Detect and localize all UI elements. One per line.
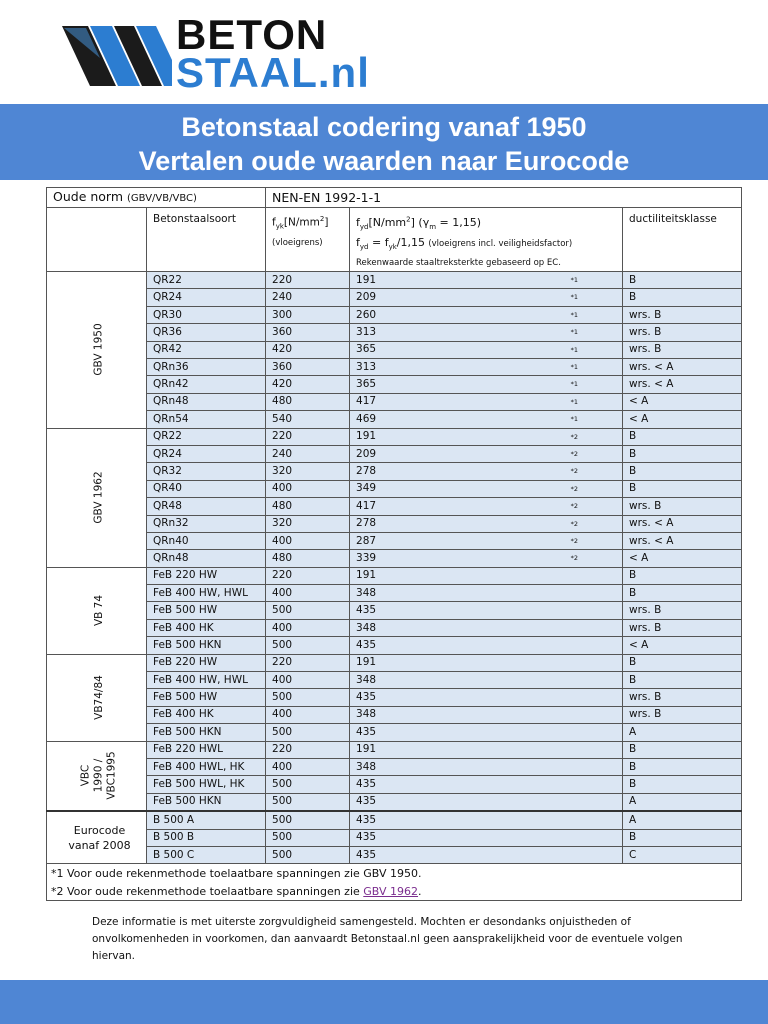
- cell-ductility: wrs. B: [623, 306, 742, 323]
- cell-fyd: 435: [350, 811, 623, 829]
- table-row: [47, 567, 742, 584]
- group-label: [47, 272, 147, 429]
- cell-ductility: B: [623, 585, 742, 602]
- cell-fyd-value: 313: [356, 325, 377, 338]
- col-header-fyk: $f_{yk}[N/mm^2]$ (vloeigrens): [266, 208, 350, 272]
- table-row-eurocode: [47, 846, 742, 863]
- cell-fyd-value: 365: [356, 378, 377, 391]
- group-label-text: GBV 1950: [92, 323, 105, 376]
- cell-soort: QR22: [147, 272, 266, 289]
- cell-ductility: B: [623, 428, 742, 445]
- cell-fyd-value: 365: [356, 343, 377, 356]
- cell-ductility: B: [623, 654, 742, 671]
- logo[interactable]: [60, 11, 400, 96]
- cell-soort: QR24: [147, 289, 266, 306]
- footnote-2-end: .: [418, 884, 422, 898]
- logo-text-staal: STAAL.nl: [176, 49, 370, 96]
- table-row: [47, 654, 742, 671]
- table-header-row: [47, 188, 742, 208]
- cell-ductility: wrs. B: [623, 619, 742, 636]
- footnote-mark: *1: [570, 293, 579, 302]
- cell-fyd: [350, 515, 623, 532]
- group-label-line: VBC1995: [105, 751, 118, 800]
- cell-fyd: [350, 393, 623, 410]
- cell-fyd: [350, 306, 623, 323]
- cell-fyd: [350, 358, 623, 375]
- table-row: [47, 324, 742, 341]
- cell-ductility: wrs. B: [623, 498, 742, 515]
- cell-fyk: 220: [266, 741, 350, 758]
- cell-fyd-value: 469: [356, 412, 377, 425]
- cell-fyk: 420: [266, 341, 350, 358]
- group-label-text: [80, 751, 119, 799]
- cell-fyk: 240: [266, 445, 350, 462]
- cell-soort: FeB 400 HW, HWL: [147, 585, 266, 602]
- cell-soort: FeB 220 HW: [147, 654, 266, 671]
- table-row-eurocode: [47, 829, 742, 846]
- old-norm-header: Oude norm (GBV/VB/VBC): [47, 188, 266, 208]
- cell-soort: FeB 220 HW: [147, 567, 266, 584]
- cell-soort: QR24: [147, 445, 266, 462]
- cell-fyd-value: 191: [356, 569, 377, 582]
- cell-fyk: 400: [266, 480, 350, 497]
- group-label-text: VB 74: [93, 595, 105, 627]
- cell-fyd: [350, 637, 623, 654]
- cell-fyd-value: 339: [356, 551, 377, 564]
- cell-fyd-value: 417: [356, 499, 377, 512]
- cell-soort: QR22: [147, 428, 266, 445]
- cell-fyk: 400: [266, 706, 350, 723]
- cell-soort: FeB 500 HKN: [147, 637, 266, 654]
- table-row-eurocode: [47, 811, 742, 829]
- cell-fyd: [350, 689, 623, 706]
- cell-fyd: [350, 567, 623, 584]
- cell-fyd: [350, 498, 623, 515]
- cell-fyd: [350, 706, 623, 723]
- group-label-line: 1990 /: [92, 758, 105, 793]
- table-row: [47, 741, 742, 758]
- cell-fyk: 400: [266, 672, 350, 689]
- cell-fyk: 220: [266, 272, 350, 289]
- cell-fyd-value: 348: [356, 708, 377, 721]
- footnote-mark: *1: [570, 345, 579, 354]
- cell-fyk: 420: [266, 376, 350, 393]
- cell-soort: FeB 500 HKN: [147, 724, 266, 741]
- cell-ductility: wrs. B: [623, 706, 742, 723]
- cell-ductility: B: [623, 758, 742, 775]
- table-row: [47, 376, 742, 393]
- cell-fyk: 500: [266, 846, 350, 863]
- cell-fyd-value: 191: [356, 430, 377, 443]
- cell-fyk: 400: [266, 758, 350, 775]
- cell-fyd: [350, 724, 623, 741]
- cell-fyk: 220: [266, 428, 350, 445]
- cell-fyd-value: 278: [356, 517, 377, 530]
- table-row: [47, 689, 742, 706]
- cell-ductility: B: [623, 480, 742, 497]
- cell-fyk: 500: [266, 602, 350, 619]
- footnote-mark: *2: [570, 484, 579, 493]
- col-header-ductility: ductiliteitsklasse: [623, 208, 742, 272]
- cell-fyd: [350, 550, 623, 567]
- footnote-2-text: *2 Voor oude rekenmethode toelaatbare spanningen zie: [51, 884, 364, 898]
- cell-fyd: [350, 428, 623, 445]
- footnote-mark: *2: [570, 519, 579, 528]
- cell-soort: FeB 500 HWL, HK: [147, 776, 266, 793]
- cell-fyd-value: 348: [356, 760, 377, 773]
- cell-fyk: 500: [266, 689, 350, 706]
- cell-fyd: [350, 272, 623, 289]
- disclaimer-text: Deze informatie is met uiterste zorgvuldigheid samengesteld. Mochten er desondanks onjuistheden of onvolkomenheden in voorkomen, dan aanvaardt Betonstaal.nl geen aansprakelijkheid voor de eventuele volgen hiervan.: [92, 916, 683, 962]
- table-row: [47, 515, 742, 532]
- eurocode-label-line1: Eurocode: [73, 823, 126, 837]
- table-row: [47, 793, 742, 811]
- cell-ductility: B: [623, 463, 742, 480]
- cell-fyk: 360: [266, 324, 350, 341]
- cell-ductility: B: [623, 672, 742, 689]
- cell-fyk: 300: [266, 306, 350, 323]
- steel-coding-table: [46, 187, 742, 901]
- cell-fyd-value: 435: [356, 778, 377, 791]
- table-row: [47, 272, 742, 289]
- footnote-mark: *2: [570, 502, 579, 511]
- cell-ductility: < A: [623, 637, 742, 654]
- footnote-mark: *1: [570, 310, 579, 319]
- cell-fyk: 500: [266, 637, 350, 654]
- logo-text-beton: BETON: [176, 11, 328, 58]
- cell-fyk: 480: [266, 498, 350, 515]
- cell-fyd: [350, 532, 623, 549]
- title-banner: [0, 104, 768, 180]
- gbv-1962-link[interactable]: GBV 1962: [363, 884, 419, 898]
- eurocode-label-line2: vanaf 2008: [68, 838, 131, 852]
- cell-fyk: 320: [266, 463, 350, 480]
- col-header-soort: Betonstaalsoort: [147, 208, 266, 272]
- cell-fyd: [350, 602, 623, 619]
- footnote-mark: *1: [570, 415, 579, 424]
- cell-soort: QRn42: [147, 376, 266, 393]
- cell-fyd-value: 348: [356, 586, 377, 599]
- cell-fyk: 500: [266, 829, 350, 846]
- table-row: [47, 306, 742, 323]
- table-row: [47, 358, 742, 375]
- cell-fyk: 500: [266, 811, 350, 829]
- cell-fyd-value: 278: [356, 465, 377, 478]
- cell-fyd: [350, 793, 623, 811]
- cell-fyk: 360: [266, 358, 350, 375]
- cell-soort: FeB 400 HK: [147, 706, 266, 723]
- cell-fyd-value: 287: [356, 534, 377, 547]
- cell-fyk: 480: [266, 550, 350, 567]
- footnote-mark: *2: [570, 536, 579, 545]
- footnote-2: [47, 882, 742, 901]
- cell-soort: FeB 500 HKN: [147, 793, 266, 811]
- cell-fyd: [350, 585, 623, 602]
- table-row: [47, 585, 742, 602]
- cell-fyk: 400: [266, 532, 350, 549]
- cell-ductility: B: [623, 445, 742, 462]
- cell-ductility: wrs. B: [623, 341, 742, 358]
- cell-fyd-value: 191: [356, 743, 377, 756]
- cell-ductility: A: [623, 793, 742, 811]
- cell-fyk: 480: [266, 393, 350, 410]
- cell-ductility: wrs. B: [623, 602, 742, 619]
- cell-ductility: wrs. < A: [623, 515, 742, 532]
- cell-soort: QR36: [147, 324, 266, 341]
- cell-ductility: A: [623, 811, 742, 829]
- cell-fyd-value: 191: [356, 656, 377, 669]
- col-header-fyd: $f_{yd}[N/mm^2] (\gamma_m = 1,15)$ $f_{yd} = f_{yk}/1,15$ (vloeigrens incl. veiligheidsfactor) Rekenwaarde staaltreksterkte gebaseerd op EC.: [350, 208, 623, 272]
- cell-fyk: 500: [266, 724, 350, 741]
- cell-ductility: wrs. B: [623, 689, 742, 706]
- table-row: [47, 289, 742, 306]
- cell-ductility: A: [623, 724, 742, 741]
- cell-ductility: wrs. < A: [623, 358, 742, 375]
- group-label-eurocode: [47, 811, 147, 864]
- table-row: [47, 532, 742, 549]
- footer-bar: [0, 980, 768, 1024]
- cell-fyd-value: 349: [356, 482, 377, 495]
- cell-fyk: 500: [266, 776, 350, 793]
- table-row: [47, 619, 742, 636]
- cell-fyd-value: 435: [356, 638, 377, 651]
- cell-fyd: 435: [350, 846, 623, 863]
- footnote-1: *1 Voor oude rekenmethode toelaatbare spanningen zie GBV 1950.: [47, 864, 742, 883]
- cell-soort: QRn48: [147, 393, 266, 410]
- cell-fyd-value: 209: [356, 447, 377, 460]
- footnote-mark: *2: [570, 467, 579, 476]
- table-row: [47, 706, 742, 723]
- cell-soort: FeB 400 HWL, HK: [147, 758, 266, 775]
- cell-soort: QR40: [147, 480, 266, 497]
- table-row: [47, 550, 742, 567]
- cell-fyd-value: 209: [356, 291, 377, 304]
- footnote-row-2: [47, 882, 742, 901]
- cell-fyd-value: 417: [356, 395, 377, 408]
- cell-fyk: 320: [266, 515, 350, 532]
- cell-soort: B 500 A: [147, 811, 266, 829]
- cell-ductility: wrs. < A: [623, 532, 742, 549]
- cell-ductility: B: [623, 272, 742, 289]
- group-label-text: GBV 1962: [92, 471, 105, 524]
- cell-ductility: < A: [623, 550, 742, 567]
- cell-soort: FeB 400 HK: [147, 619, 266, 636]
- table-row: [47, 411, 742, 428]
- table-row: [47, 758, 742, 775]
- cell-fyd-value: 435: [356, 725, 377, 738]
- table-row: [47, 776, 742, 793]
- cell-fyd-value: 191: [356, 273, 377, 286]
- table-row: [47, 637, 742, 654]
- table-row: [47, 480, 742, 497]
- cell-fyd: [350, 463, 623, 480]
- footnote-mark: *1: [570, 397, 579, 406]
- cell-soort: QR32: [147, 463, 266, 480]
- cell-fyd: [350, 341, 623, 358]
- table-row: [47, 428, 742, 445]
- cell-fyd: [350, 672, 623, 689]
- cell-fyk: 400: [266, 619, 350, 636]
- table-row: [47, 341, 742, 358]
- cell-ductility: < A: [623, 393, 742, 410]
- cell-fyk: 220: [266, 567, 350, 584]
- group-label: [47, 428, 147, 567]
- footnote-mark: *1: [570, 276, 579, 285]
- table-row: [47, 498, 742, 515]
- group-header-empty: [47, 208, 147, 272]
- cell-soort: QRn40: [147, 532, 266, 549]
- cell-soort: QRn36: [147, 358, 266, 375]
- cell-soort: FeB 500 HW: [147, 689, 266, 706]
- cell-fyd: [350, 324, 623, 341]
- page-title: Betonstaal codering vanaf 1950: [181, 112, 587, 142]
- cell-soort: QRn48: [147, 550, 266, 567]
- table-row: [47, 672, 742, 689]
- cell-ductility: B: [623, 289, 742, 306]
- group-label-text: VB74/84: [93, 675, 105, 720]
- column-header-row: [47, 208, 742, 272]
- cell-fyd-value: 435: [356, 604, 377, 617]
- cell-fyd: [350, 480, 623, 497]
- cell-fyd: [350, 654, 623, 671]
- group-label-line: VBC: [79, 764, 92, 787]
- cell-soort: FeB 500 HW: [147, 602, 266, 619]
- cell-soort: QRn54: [147, 411, 266, 428]
- cell-fyd-value: 348: [356, 621, 377, 634]
- cell-fyd-value: 313: [356, 360, 377, 373]
- cell-soort: FeB 400 HW, HWL: [147, 672, 266, 689]
- cell-soort: QR48: [147, 498, 266, 515]
- cell-fyd-value: 435: [356, 691, 377, 704]
- cell-fyk: 540: [266, 411, 350, 428]
- new-norm-header: NEN-EN 1992-1-1: [266, 188, 742, 208]
- cell-fyd: [350, 776, 623, 793]
- table-row: [47, 393, 742, 410]
- footnote-mark: *2: [570, 554, 579, 563]
- cell-soort: FeB 220 HWL: [147, 741, 266, 758]
- cell-ductility: B: [623, 567, 742, 584]
- footnote-mark: *1: [570, 328, 579, 337]
- logo-stripes-icon: [60, 20, 172, 88]
- cell-fyk: 500: [266, 793, 350, 811]
- cell-fyd-value: 435: [356, 795, 377, 808]
- cell-ductility: B: [623, 741, 742, 758]
- cell-soort: QRn32: [147, 515, 266, 532]
- cell-fyd: [350, 445, 623, 462]
- footnote-mark: *1: [570, 380, 579, 389]
- group-label: [47, 741, 147, 811]
- cell-fyk: 220: [266, 654, 350, 671]
- cell-soort: QR42: [147, 341, 266, 358]
- table-row: [47, 445, 742, 462]
- cell-fyk: 400: [266, 585, 350, 602]
- cell-ductility: wrs. B: [623, 324, 742, 341]
- cell-soort: B 500 C: [147, 846, 266, 863]
- cell-fyd-value: 348: [356, 673, 377, 686]
- table-row: [47, 724, 742, 741]
- cell-fyd: [350, 376, 623, 393]
- cell-fyd: [350, 289, 623, 306]
- group-label: [47, 654, 147, 741]
- cell-ductility: < A: [623, 411, 742, 428]
- cell-fyk: 240: [266, 289, 350, 306]
- cell-ductility: wrs. < A: [623, 376, 742, 393]
- cell-fyd: [350, 758, 623, 775]
- footnote-mark: *2: [570, 449, 579, 458]
- cell-fyd: [350, 619, 623, 636]
- cell-ductility: C: [623, 846, 742, 863]
- footnote-row-1: [47, 864, 742, 883]
- group-label: [47, 567, 147, 654]
- table-row: [47, 463, 742, 480]
- table-row: [47, 602, 742, 619]
- page-subtitle: Vertalen oude waarden naar Eurocode: [138, 146, 630, 176]
- cell-soort: QR30: [147, 306, 266, 323]
- cell-ductility: B: [623, 776, 742, 793]
- footnote-mark: *1: [570, 362, 579, 371]
- footnote-mark: *2: [570, 432, 579, 441]
- cell-ductility: B: [623, 829, 742, 846]
- cell-fyd: [350, 411, 623, 428]
- cell-fyd-value: 260: [356, 308, 377, 321]
- cell-fyd: [350, 741, 623, 758]
- cell-fyd: 435: [350, 829, 623, 846]
- cell-soort: B 500 B: [147, 829, 266, 846]
